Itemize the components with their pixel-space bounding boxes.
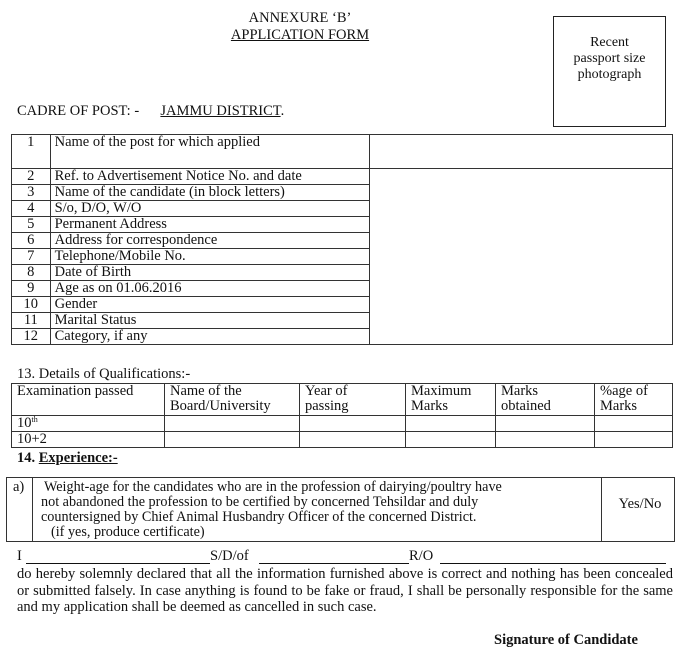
field-num: 11 [12, 313, 51, 329]
year-cell[interactable] [300, 416, 406, 432]
field-num: 1 [12, 135, 51, 169]
field-label: Date of Birth [50, 265, 369, 281]
signature-label: Signature of Candidate [494, 632, 638, 648]
photo-box[interactable] [553, 16, 666, 127]
column-header: Marks obtained [496, 384, 595, 416]
personal-details-table [11, 134, 673, 345]
residence-blank-line[interactable] [440, 563, 666, 564]
field-label: S/o, D/O, W/O [50, 201, 369, 217]
experience-item-text: Weight-age for the candidates who are in the profession of dairying/poultry have not abandoned the profession to be certified by concerned Tehsildar and duly countersigned by Chief Animal Husbandry Officer of the concerned District. (if yes, produce certificate) [33, 478, 602, 542]
field-num: 8 [12, 265, 51, 281]
field-num: 5 [12, 217, 51, 233]
field-num: 9 [12, 281, 51, 297]
photo-box-line1: Recent [590, 35, 629, 50]
declaration-i: I [17, 548, 22, 564]
field-num: 10 [12, 297, 51, 313]
column-header: Name of the Board/University [165, 384, 300, 416]
column-header: %age of Marks [595, 384, 673, 416]
max-marks-cell[interactable] [406, 416, 496, 432]
column-header: Year of passing [300, 384, 406, 416]
field-num: 7 [12, 249, 51, 265]
field-num: 12 [12, 329, 51, 345]
table-row [12, 432, 673, 448]
field-label: Telephone/Mobile No. [50, 249, 369, 265]
marks-obtained-cell[interactable] [496, 432, 595, 448]
table-row [12, 416, 673, 432]
board-cell[interactable] [165, 416, 300, 432]
exam-cell: 10th [12, 416, 165, 432]
board-cell[interactable] [165, 432, 300, 448]
field-value[interactable] [370, 135, 673, 169]
field-row [12, 135, 673, 169]
percentage-cell[interactable] [595, 416, 673, 432]
field-label: Name of the post for which applied [50, 135, 369, 169]
field-label: Address for correspondence [50, 233, 369, 249]
photo-box-line3: photograph [577, 67, 642, 82]
cadre-value: JAMMU DISTRICT [160, 103, 281, 119]
year-cell[interactable] [300, 432, 406, 448]
max-marks-cell[interactable] [406, 432, 496, 448]
page-title: APPLICATION FORM [230, 27, 370, 43]
field-label: Marital Status [50, 313, 369, 329]
field-num: 6 [12, 233, 51, 249]
field-num: 4 [12, 201, 51, 217]
field-label: Gender [50, 297, 369, 313]
annexure-title: ANNEXURE ‘B’ [248, 10, 352, 26]
column-header: Maximum Marks [406, 384, 496, 416]
field-num: 2 [12, 169, 51, 185]
photo-box-line2: passport size [573, 51, 646, 66]
column-header: Examination passed [12, 384, 165, 416]
field-label: Age as on 01.06.2016 [50, 281, 369, 297]
field-label: Permanent Address [50, 217, 369, 233]
field-label: Category, if any [50, 329, 369, 345]
field-value[interactable] [370, 169, 673, 345]
field-label: Name of the candidate (in block letters) [50, 185, 369, 201]
declaration-text: do hereby solemnly declared that all the information furnished above is correct and nothing has been concealed or submitted falsely. In case anything is found to be fake or fraud, I shall be personally responsible for the same and my application shall be deemed as cancelled in such case. [17, 566, 673, 615]
field-row [12, 169, 673, 185]
experience-table [6, 477, 675, 542]
declaration-ro: R/O [409, 548, 434, 564]
cadre-suffix: . [280, 103, 285, 119]
cadre-line [17, 103, 284, 120]
qualifications-heading: 13. Details of Qualifications:- [17, 366, 191, 382]
exam-cell: 10+2 [12, 432, 165, 448]
marks-obtained-cell[interactable] [496, 416, 595, 432]
name-blank-line[interactable] [26, 563, 210, 564]
parent-blank-line[interactable] [259, 563, 409, 564]
percentage-cell[interactable] [595, 432, 673, 448]
cadre-label: CADRE OF POST: - [17, 103, 140, 119]
experience-item-label: a) [7, 478, 33, 542]
qualifications-table [11, 383, 673, 448]
experience-heading: 14. Experience:- [17, 450, 118, 466]
field-num: 3 [12, 185, 51, 201]
qualifications-header-row [12, 384, 673, 416]
field-label: Ref. to Advertisement Notice No. and date [50, 169, 369, 185]
experience-answer[interactable]: Yes/No [602, 478, 675, 542]
declaration-sdo: S/D/of [210, 548, 249, 564]
